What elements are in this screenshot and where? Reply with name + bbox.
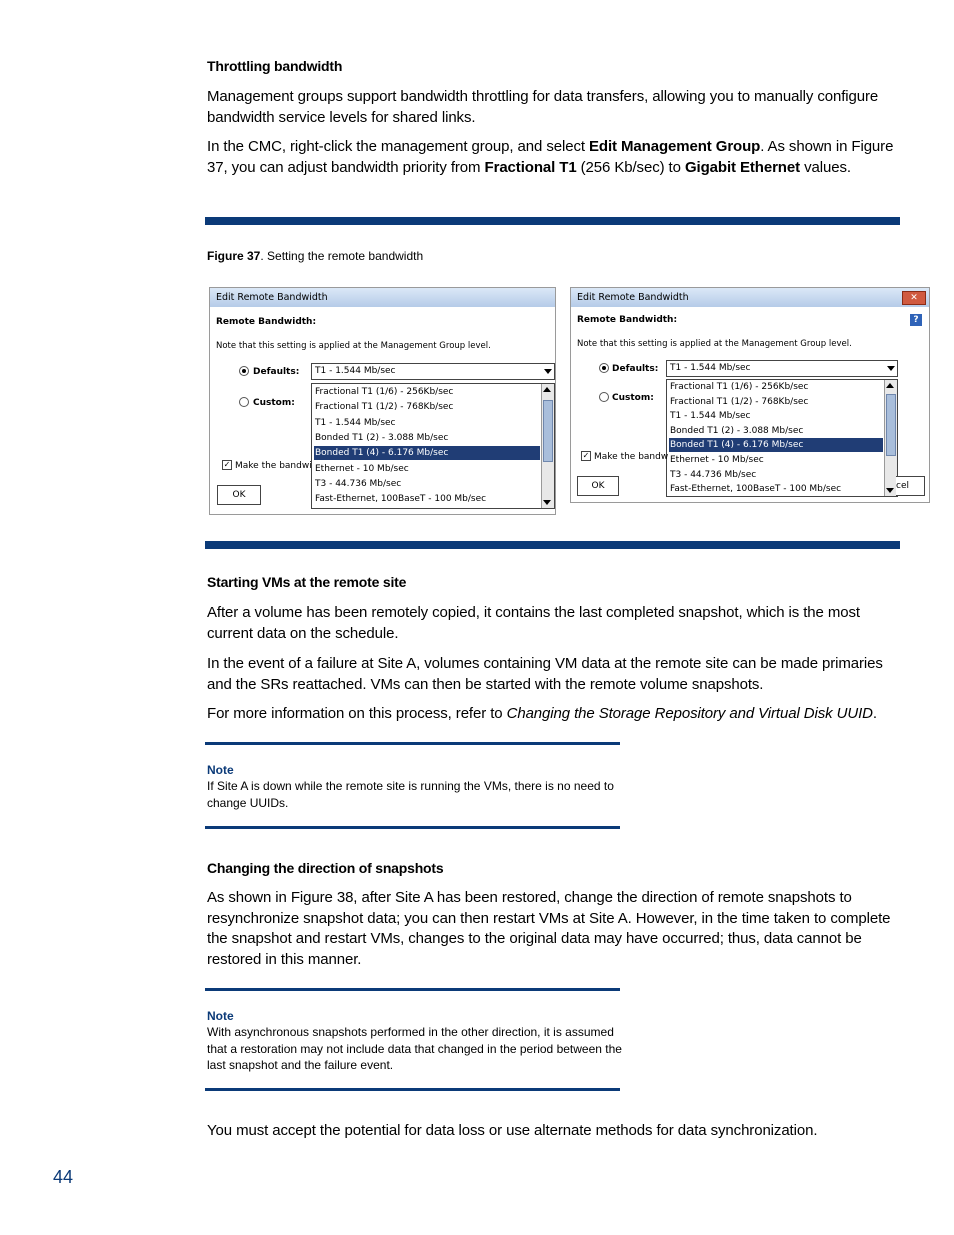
custom-label: Custom: xyxy=(612,393,654,403)
remote-bandwidth-label: Remote Bandwidth: xyxy=(577,315,678,325)
make-bandwidth-checkbox[interactable]: ✓ xyxy=(223,460,231,469)
paragraph: As shown in Figure 38, after Site A has been restored, change the direction of remote snapshots to resynchronize snapshot data; you can then restart VMs at Site A. However, in the time taken to complete the snapshot and restart VMs, changes to the original data may have occurred; thus, data cannot be restored in this manner. xyxy=(207,889,891,968)
paragraph: After a volume has been remotely copied, it contains the last completed snapshot, which is the most current data on the schedule. xyxy=(207,604,860,642)
scroll-up-icon[interactable] xyxy=(543,387,551,392)
ok-button[interactable]: OK xyxy=(577,476,619,496)
figure-caption: Figure 37. Setting the remote bandwidth xyxy=(207,249,424,263)
note-body: If Site A is down while the remote site is running the VMs, there is no need to change UUIDs. xyxy=(207,779,614,810)
list-item[interactable]: T3 - 44.736 Mb/sec xyxy=(670,469,757,480)
bandwidth-select[interactable]: T1 - 1.544 Mb/sec xyxy=(666,360,898,377)
edit-remote-bandwidth-dialog-right xyxy=(570,287,930,503)
help-icon[interactable]: ? xyxy=(910,314,922,326)
defaults-radio[interactable] xyxy=(239,366,249,376)
paragraph: Management groups support bandwidth throttling for data transfers, allowing you to manually configure bandwidth service levels for shared links. xyxy=(207,88,879,126)
page-number: 44 xyxy=(53,1167,74,1187)
scroll-down-icon[interactable] xyxy=(543,500,551,505)
dialog-titlebar: Edit Remote Bandwidth xyxy=(210,288,555,307)
section-heading-throttling: Throttling bandwidth xyxy=(207,58,343,74)
note-text: Note that this setting is applied at the Management Group level. xyxy=(216,341,491,351)
note-rule-bottom xyxy=(205,826,620,829)
list-item[interactable]: T3 - 44.736 Mb/sec xyxy=(315,478,402,489)
list-item[interactable]: Fractional T1 (1/6) - 256Kb/sec xyxy=(670,382,809,392)
list-item[interactable]: T1 - 1.544 Mb/sec xyxy=(315,417,396,428)
note-title: Note xyxy=(207,763,234,777)
list-item[interactable]: Bonded T1 (2) - 3.088 Mb/sec xyxy=(670,425,804,436)
defaults-label: Defaults: xyxy=(612,364,659,374)
make-bandwidth-checkbox[interactable]: ✓ xyxy=(582,451,590,460)
note-rule-bottom xyxy=(205,1088,620,1091)
list-item[interactable]: Bonded T1 (4) - 6.176 Mb/sec xyxy=(314,446,540,460)
note-rule-top xyxy=(205,742,620,745)
chevron-down-icon[interactable] xyxy=(887,366,895,371)
checkbox-label: Make the bandw xyxy=(594,452,669,462)
cross-reference-link[interactable]: Changing the Storage Repository and Virtual Disk UUID xyxy=(506,705,873,722)
list-item[interactable]: Fractional T1 (1/6) - 256Kb/sec xyxy=(315,387,454,397)
bandwidth-select[interactable]: T1 - 1.544 Mb/sec xyxy=(311,363,555,380)
list-item[interactable]: Ethernet - 10 Mb/sec xyxy=(315,463,409,474)
note-rule-top xyxy=(205,988,620,991)
note-text: Note that this setting is applied at the Management Group level. xyxy=(577,339,852,349)
cancel-button[interactable]: cel xyxy=(896,476,925,496)
edit-remote-bandwidth-dialog-left xyxy=(209,287,556,515)
scroll-up-icon[interactable] xyxy=(886,383,894,388)
list-item[interactable]: T1 - 1.544 Mb/sec xyxy=(670,411,751,422)
list-item[interactable]: Fast-Ethernet, 100BaseT - 100 Mb/sec xyxy=(670,484,842,495)
section-heading-changing-direction: Changing the direction of snapshots xyxy=(207,860,444,876)
custom-radio[interactable] xyxy=(239,397,249,407)
scrollbar-thumb[interactable] xyxy=(886,394,896,456)
bandwidth-options-list[interactable] xyxy=(311,383,555,509)
section-heading-starting-vms: Starting VMs at the remote site xyxy=(207,574,407,590)
list-item[interactable]: Fractional T1 (1/2) - 768Kb/sec xyxy=(670,396,809,407)
remote-bandwidth-label: Remote Bandwidth: xyxy=(216,317,317,327)
close-icon[interactable]: ✕ xyxy=(902,291,926,305)
list-item[interactable]: Fast-Ethernet, 100BaseT - 100 Mb/sec xyxy=(315,494,487,505)
paragraph: In the CMC, right-click the management group, and select Edit Management Group. As shown in Figure 37, you can adjust bandwidth priority from Fractional T1 (256 Kb/sec) to Gigabit Ethernet values. xyxy=(207,138,894,176)
defaults-label: Defaults: xyxy=(253,367,300,377)
note-title: Note xyxy=(207,1009,234,1023)
list-item[interactable]: Bonded T1 (4) - 6.176 Mb/sec xyxy=(669,438,883,452)
figure-rule-bottom xyxy=(205,541,900,549)
scroll-down-icon[interactable] xyxy=(886,488,894,493)
scrollbar-thumb[interactable] xyxy=(543,400,553,462)
paragraph: In the event of a failure at Site A, volumes containing VM data at the remote site can be made primaries and the SRs reattached. VMs can then be started with the remote volume snapshots. xyxy=(207,655,883,693)
ok-button[interactable]: OK xyxy=(217,485,261,505)
closing-paragraph: You must accept the potential for data loss or use alternate methods for data synchronization. xyxy=(207,1122,818,1139)
list-item[interactable]: Ethernet - 10 Mb/sec xyxy=(670,455,764,465)
checkbox-label: Make the bandwi xyxy=(235,461,312,471)
note-body: With asynchronous snapshots performed in the other direction, it is assumed that a restoration may not include data that changed in the period between the last snapshot and the failure event. xyxy=(207,1025,622,1072)
scrollbar[interactable] xyxy=(541,384,554,508)
list-item[interactable]: Fractional T1 (1/2) - 768Kb/sec xyxy=(315,402,454,413)
list-item[interactable]: Bonded T1 (2) - 3.088 Mb/sec xyxy=(315,432,449,443)
paragraph: For more information on this process, refer to Changing the Storage Repository and Virtual Disk UUID. xyxy=(207,705,877,722)
chevron-down-icon[interactable] xyxy=(544,369,552,374)
dialog-titlebar: Edit Remote Bandwidth ✕ xyxy=(571,288,929,307)
custom-radio[interactable] xyxy=(599,392,609,402)
figure-rule-top xyxy=(205,217,900,225)
defaults-radio[interactable] xyxy=(599,363,609,373)
bandwidth-options-list[interactable] xyxy=(666,379,898,497)
custom-label: Custom: xyxy=(253,398,295,408)
